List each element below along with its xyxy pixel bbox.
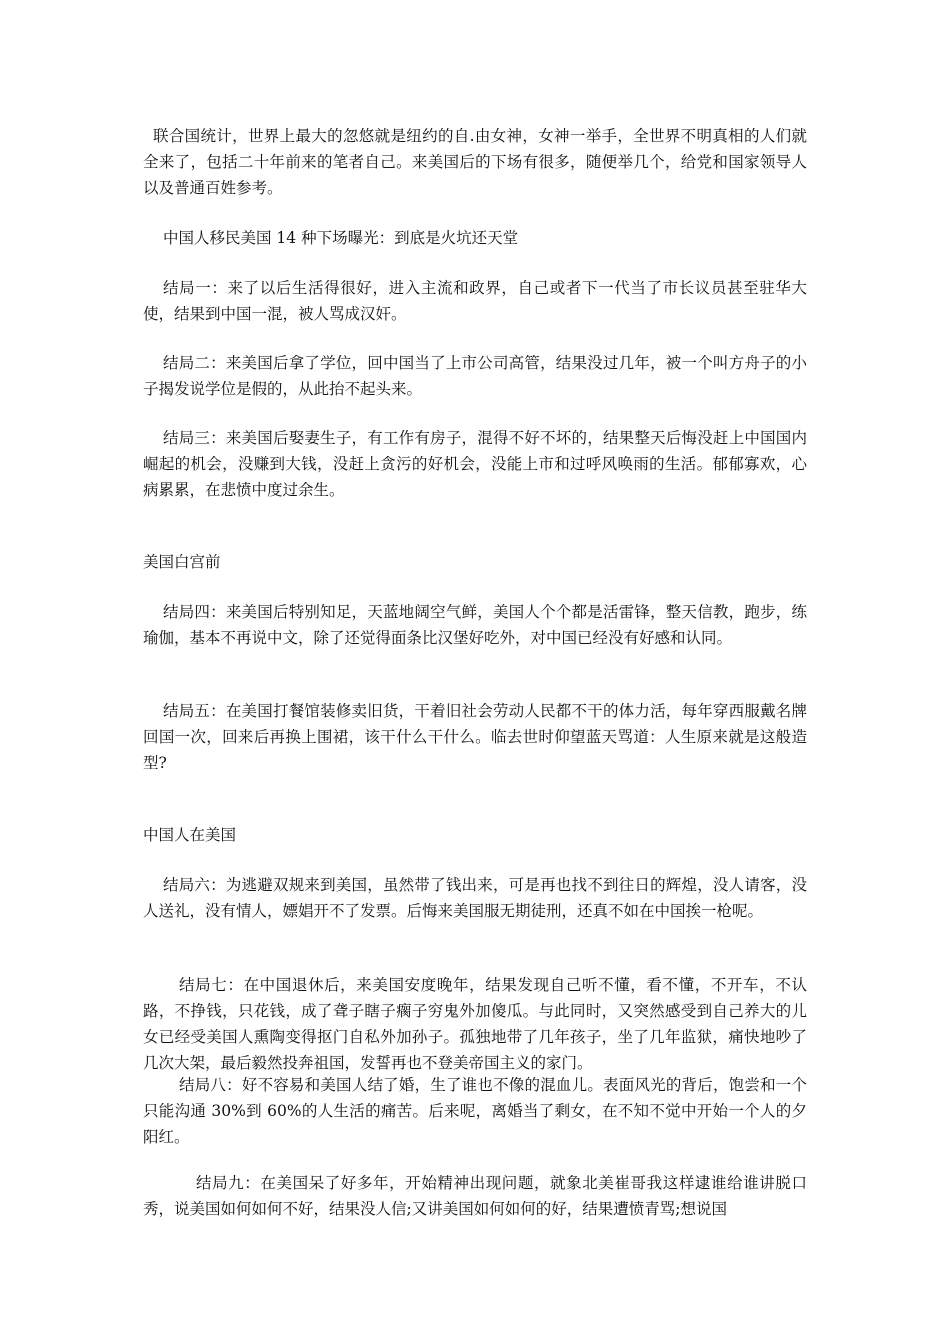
article-title: 中国人移民美国 14 种下场曝光：到底是火坑还天堂 — [163, 229, 519, 247]
ending-5-paragraph: 结局五：在美国打餐馆装修卖旧货，干着旧社会劳动人民都不干的体力活，每年穿西服戴名牌回国一次，回来后再换上围裙，该干什么干什么。临去世时仰望蓝天骂道：人生原来就是这般造型? — [143, 702, 807, 772]
ending-3-paragraph: 结局三：来美国后娶妻生子，有工作有房子，混得不好不坏的，结果整天后悔没赶上中国国内崛起的机会，没赚到大钱，没赶上贪污的好机会，没能上市和过呼风唤雨的生活。郁郁寡欢，心病累累，在悲愤中度过余生。 — [143, 429, 807, 499]
ending-1-paragraph: 结局一：来了以后生活得很好，进入主流和政界，自己或者下一代当了市长议员甚至驻华大使，结果到中国一混，被人骂成汉奸。 — [143, 279, 807, 323]
ending-2-paragraph: 结局二：来美国后拿了学位，回中国当了上市公司高管，结果没过几年，被一个叫方舟子的小子揭发说学位是假的，从此抬不起头来。 — [143, 354, 807, 398]
image-caption-white-house: 美国白宫前 — [143, 553, 221, 571]
ending-8-paragraph: 结局八：好不容易和美国人结了婚，生了谁也不像的混血儿。表面风光的背后，饱尝和一个只能沟通 30%到 60%的人生活的痛苦。后来呢，离婚当了剩女，在不知不觉中开始一个人的夕阳红。 — [143, 1076, 807, 1146]
intro-paragraph: 联合国统计，世界上最大的忽悠就是纽约的自.由女神，女神一举手，全世界不明真相的人们就全来了，包括二十年前来的笔者自己。来美国后的下场有很多，随便举几个，给党和国家领导人以及普通百姓参考。 — [143, 127, 807, 197]
ending-6-paragraph: 结局六：为逃避双规来到美国，虽然带了钱出来，可是再也找不到往日的辉煌，没人请客，没人送礼，没有情人，嫖娼开不了发票。后悔来美国服无期徒刑，还真不如在中国挨一枪呢。 — [143, 876, 807, 920]
ending-7-paragraph: 结局七：在中国退休后，来美国安度晚年，结果发现自己听不懂，看不懂，不开车，不认路，不挣钱，只花钱，成了聋子瞎子瘸子穷鬼外加傻瓜。与此同时，又突然感受到自己养大的儿女已经受美国人熏陶变得抠门自私外加孙子。孤独地带了几年孩子，坐了几年监狱，痛快地吵了几次大架，最后毅然投奔祖国，发誓再也不登美帝国主义的家门。 — [143, 976, 807, 1072]
ending-9-paragraph: 结局九：在美国呆了好多年，开始精神出现问题，就象北美崔哥我这样逮谁给谁讲脱口秀，说美国如何如何不好，结果没人信;又讲美国如何如何的好，结果遭愤青骂;想说国 — [143, 1174, 807, 1218]
ending-4-paragraph: 结局四：来美国后特别知足，天蓝地阔空气鲜，美国人个个都是活雷锋，整天信教，跑步，练瑜伽，基本不再说中文，除了还觉得面条比汉堡好吃外，对中国已经没有好感和认同。 — [143, 603, 807, 647]
image-caption-chinese-in-us: 中国人在美国 — [143, 826, 237, 844]
